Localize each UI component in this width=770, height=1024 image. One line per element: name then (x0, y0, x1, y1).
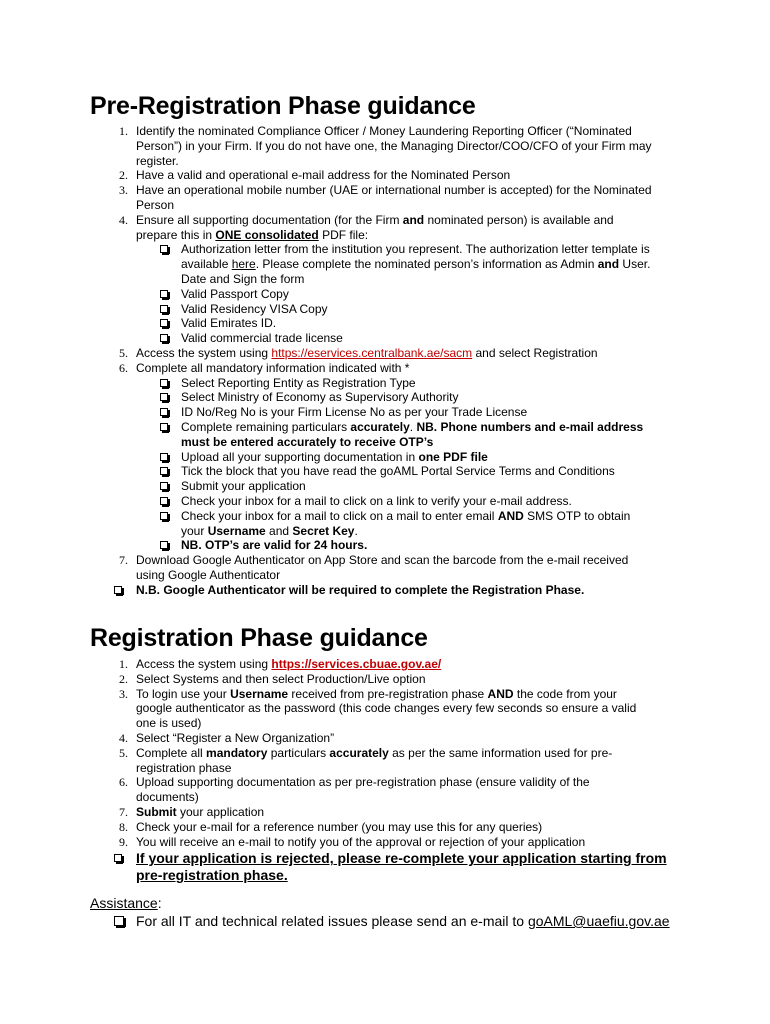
checkbox-bullet-icon (160, 467, 168, 475)
checkbox-bullet-icon (160, 453, 168, 461)
assistance-item: For all IT and technical related issues please send an e-mail to goAML@uaefiu.gov.ae (90, 912, 710, 930)
list-item: 5. Access the system using https://eservices.centralbank.ae/sacm and select Registration (119, 345, 598, 360)
doc-auth-letter: Authorization letter from the institution you represent. The authorization letter template is available here. Please complete the nominated person’s information as Admin and User. Date and Sign the form (90, 242, 690, 286)
checkbox-bullet-icon (160, 408, 168, 416)
list-item: 2. Have a valid and operational e-mail address for the Nominated Person (119, 168, 511, 183)
list-item: 5. Complete all mandatory particulars accurately as per the same information used for pre- registration phase (119, 745, 613, 775)
step-item: Select Reporting Entity as Registration Type (90, 376, 690, 391)
step-item: Submit your application (90, 479, 690, 494)
doc-emirates-id: Valid Emirates ID. (90, 316, 690, 331)
template-link[interactable]: here (231, 257, 256, 272)
list-item: 6. Complete all mandatory information indicated with * (119, 360, 410, 375)
doc-passport: Valid Passport Copy (90, 287, 690, 302)
list-item: 1. Identify the nominated Compliance Officer / Money Laundering Reporting Officer (“Nominated Person”) in your Firm. If you do not have one, the Managing Director/COO/CFO of your Firm may register. (119, 124, 652, 168)
list-item: 7. Submit your application (119, 804, 265, 819)
authenticator-note: N.B. Google Authenticator will be required to complete the Registration Phase. (90, 583, 690, 598)
step-item: Check your inbox for a mail to click on a mail to enter email AND SMS OTP to obtain your Username and Secret Key. (90, 509, 690, 539)
rejection-note: If your application is rejected, please re-complete your application starting from pre-registration phase. (90, 850, 690, 884)
step-item: Upload all your supporting documentation in one PDF file (90, 450, 690, 465)
step-item: ID No/Reg No is your Firm License No as per your Trade License (90, 405, 690, 420)
checkbox-bullet-icon (160, 290, 168, 298)
list-item: 3. To login use your Username received from pre-registration phase AND the code from your google authenticator as the password (this code changes every few seconds so ensure a valid one is used) (119, 686, 637, 731)
registration-title: Registration Phase guidance (90, 624, 428, 652)
checkbox-bullet-icon (114, 854, 122, 862)
checkbox-bullet-icon (160, 334, 168, 342)
assistance-label: Assistance (90, 895, 158, 911)
step-item: Complete remaining particulars accurately. NB. Phone numbers and e-mail address must be entered accurately to receive OTP’s (90, 420, 690, 450)
checkbox-bullet-icon (160, 379, 168, 387)
support-email-link[interactable]: goAML@uaefiu.gov.ae (527, 913, 670, 929)
checkbox-bullet-icon (160, 423, 168, 431)
step-item: Select Ministry of Economy as Supervisory Authority (90, 390, 690, 405)
list-item: 9. You will receive an e-mail to notify you of the approval or rejection of your application (119, 834, 586, 849)
pre-registration-title: Pre-Registration Phase guidance (90, 92, 476, 120)
checkbox-bullet-icon (160, 305, 168, 313)
doc-visa: Valid Residency VISA Copy (90, 302, 690, 317)
assistance-section: Assistance: For all IT and technical related issues please send an e-mail to goAML@uaefiu.gov.ae (90, 894, 710, 930)
step-item: Check your inbox for a mail to click on a link to verify your e-mail address. (90, 494, 690, 509)
list-item: 4. Ensure all supporting documentation (for the Firm and nominated person) is available and prepare this in ONE consolidated PDF file: (119, 212, 614, 242)
checkbox-bullet-icon (160, 393, 168, 401)
checkbox-bullet-icon (160, 541, 168, 549)
list-item: 8. Check your e-mail for a reference number (you may use this for any queries) (119, 819, 543, 834)
checkbox-bullet-icon (160, 245, 168, 253)
cbuae-services-link[interactable]: https://services.cbuae.gov.ae/ (271, 657, 442, 671)
list-item: 1. Access the system using https://services.cbuae.gov.ae/ (119, 657, 442, 671)
list-item: 4. Select “Register a New Organization” (119, 730, 335, 745)
step-item: NB. OTP’s are valid for 24 hours. (90, 538, 690, 553)
checkbox-bullet-icon (114, 586, 122, 594)
registration-list (90, 657, 690, 884)
eservices-link[interactable]: https://eservices.centralbank.ae/sacm (271, 345, 473, 360)
checkbox-bullet-icon (160, 497, 168, 505)
list-item: 6. Upload supporting documentation as per pre-registration phase (ensure validity of the documents) (119, 775, 590, 805)
checkbox-bullet-icon (160, 482, 168, 490)
list-item: 2. Select Systems and then select Production/Live option (119, 671, 426, 686)
pre-registration-list (90, 124, 690, 598)
doc-trade-license: Valid commercial trade license (90, 331, 690, 346)
list-item: 3. Have an operational mobile number (UAE or international number is accepted) for the Nominated Person (119, 183, 652, 212)
checkbox-bullet-icon (160, 512, 168, 520)
list-item: 7. Download Google Authenticator on App Store and scan the barcode from the e-mail received using Google Authenticator (119, 553, 629, 582)
step-item: Tick the block that you have read the goAML Portal Service Terms and Conditions (90, 464, 690, 479)
checkbox-bullet-icon (114, 916, 124, 926)
checkbox-bullet-icon (160, 319, 168, 327)
